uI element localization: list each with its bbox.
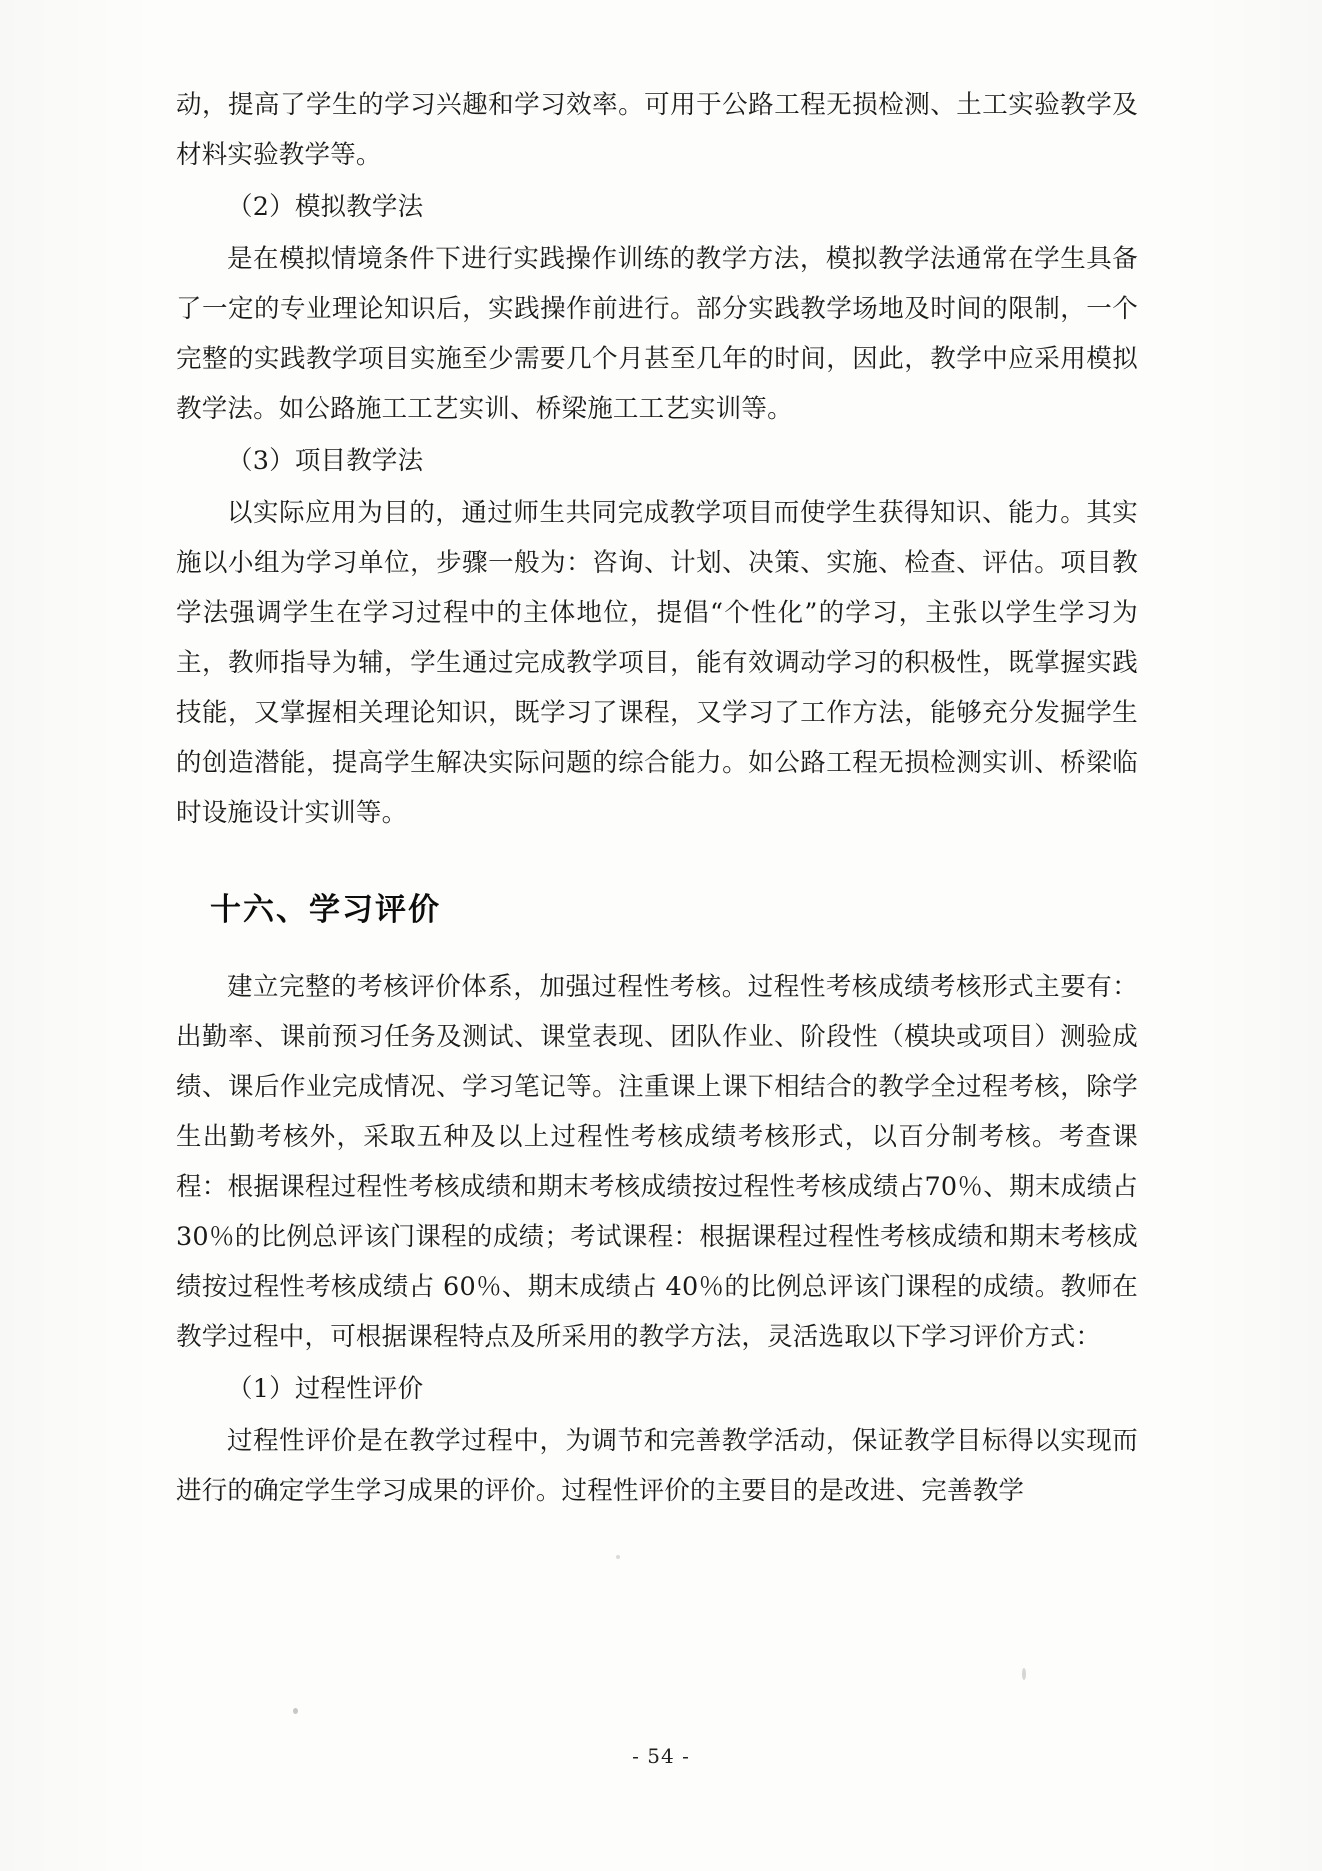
paragraph-heading-process-evaluation: （1）过程性评价 xyxy=(227,1374,424,1404)
paragraph: 以实际应用为目的，通过师生共同完成教学项目而使学生获得知识、能力。其实施以小组为学习单位，步骤一般为：咨询、计划、决策、实施、检查、评估。项目教学法强调学生在学习过程中的主体地位，提倡“个性化”的学习，主张以学生学习为主，教师指导为辅，学生通过完成教学项目，能有效调动学习的积极性，既掌握实践技能，又掌握相关理论知识，既学习了课程，又学习了工作方法，能够充分发掘学生的创造潜能，提高学生解决实际问题的综合能力。如公路工程无损检测实训、桥梁临时设施设计实训等。 xyxy=(176,498,1138,828)
paragraph: 是在模拟情境条件下进行实践操作训练的教学方法，模拟教学法通常在学生具备了一定的专业理论知识后，实践操作前进行。部分实践教学场地及时间的限制，一个完整的实践教学项目实施至少需要几个月甚至几年的时间，因此，教学中应采用模拟教学法。如公路施工工艺实训、桥梁施工工艺实训等。 xyxy=(176,244,1138,424)
scan-speck-icon xyxy=(616,1555,620,1559)
paragraph: 建立完整的考核评价体系，加强过程性考核。过程性考核成绩考核形式主要有：出勤率、课前预习任务及测试、课堂表现、团队作业、阶段性（模块或项目）测验成绩、课后作业完成情况、学习笔记等。注重课上课下相结合的教学全过程考核，除学生出勤考核外，采取五种及以上过程性考核成绩考核形式，以百分制考核。考查课程：根据课程过程性考核成绩和期末考核成绩按过程性考核成绩占70％、期末成绩占 30％的比例总评该门课程的成绩；考试课程：根据课程过程性考核成绩和期末考核成绩按过程性考核成绩占 60％、期末成绩占 40％的比例总评该门课程的成绩。教师在教学过程中，可根据课程特点及所采用的教学方法，灵活选取以下学习评价方式： xyxy=(176,972,1138,1352)
page-number: - 54 - xyxy=(632,1744,690,1768)
page-body xyxy=(176,80,1138,1518)
scan-speck-icon xyxy=(1022,1668,1026,1680)
scan-speck-icon xyxy=(293,1708,298,1714)
paragraph-heading-project-method: （3）项目教学法 xyxy=(227,446,424,476)
paragraph-heading-simulation-method: （2）模拟教学法 xyxy=(227,192,424,222)
paragraph: 过程性评价是在教学过程中，为调节和完善教学活动，保证教学目标得以实现而进行的确定学生学习成果的评价。过程性评价的主要目的是改进、完善教学 xyxy=(176,1426,1138,1506)
section-heading: 十六、学习评价 xyxy=(210,892,441,928)
paragraph: 动，提高了学生的学习兴趣和学习效率。可用于公路工程无损检测、土工实验教学及材料实验教学等。 xyxy=(176,90,1138,170)
